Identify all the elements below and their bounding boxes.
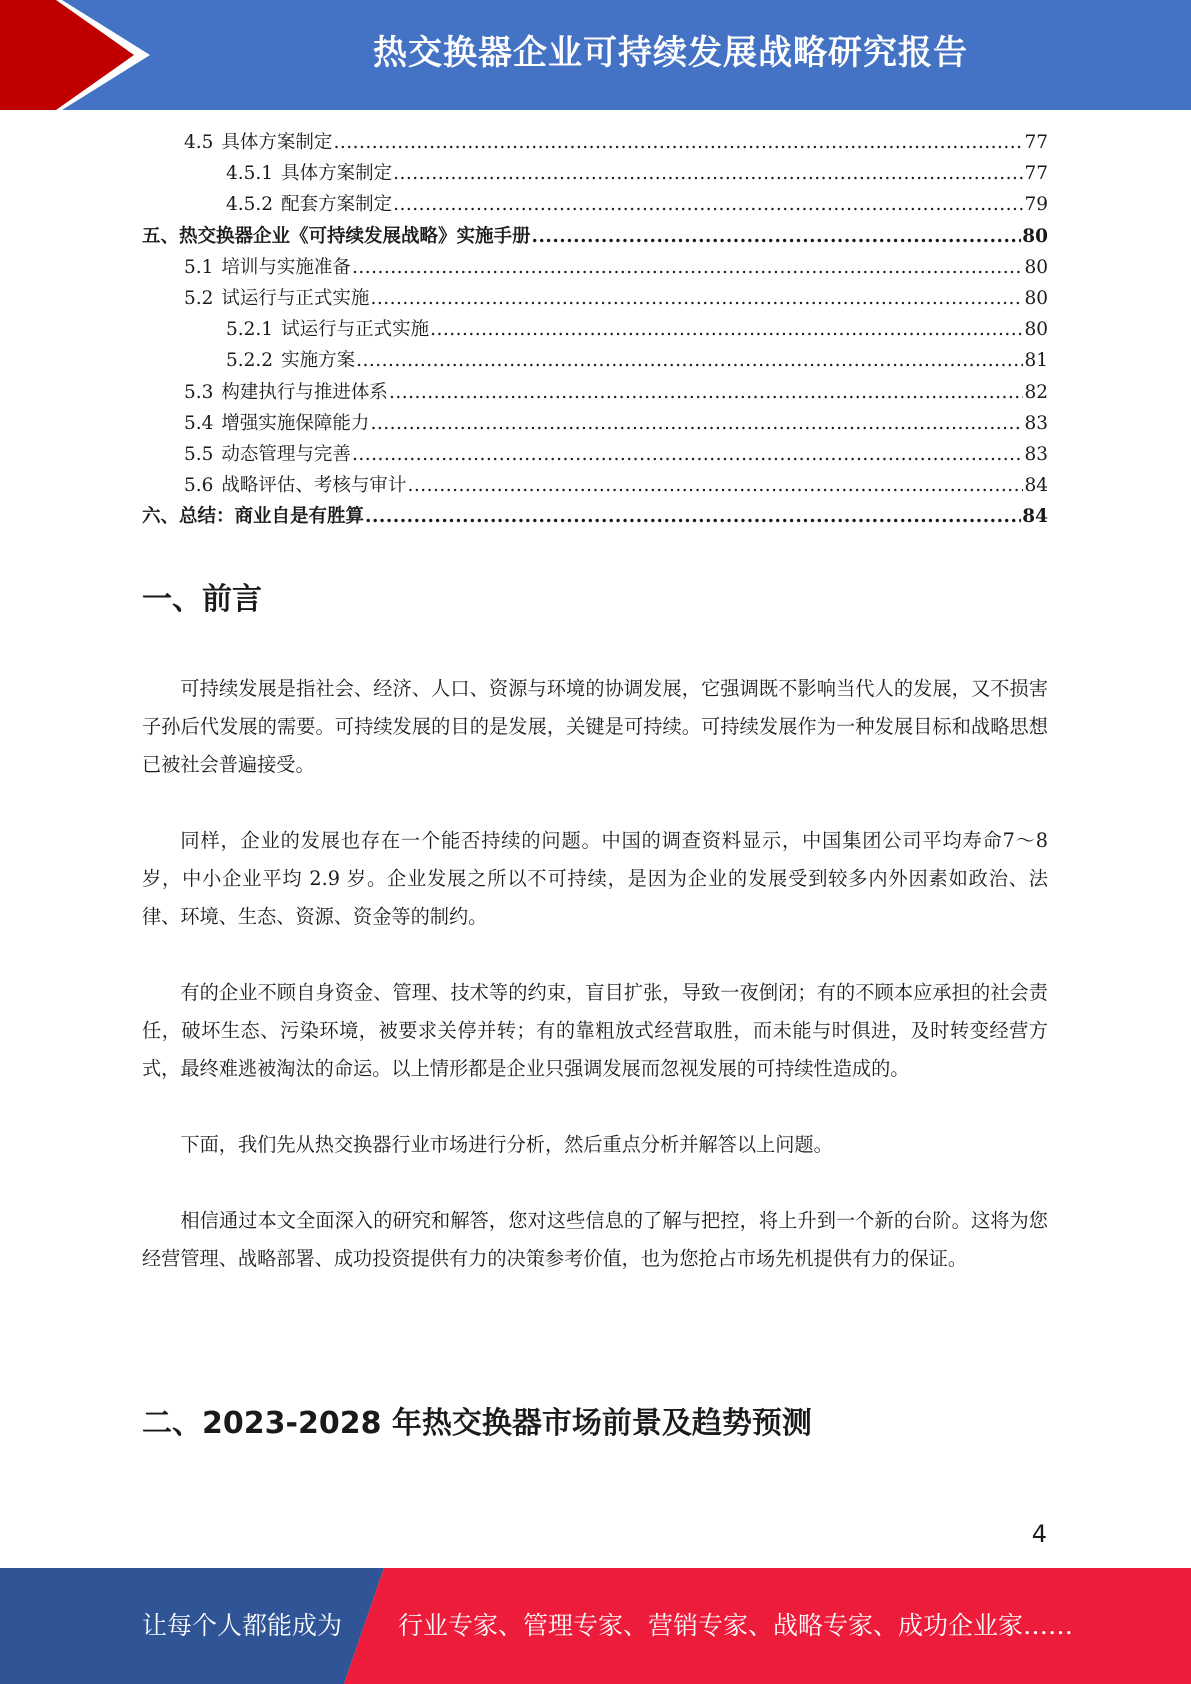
toc-entry-number: 5.3: [184, 381, 214, 403]
toc-entry-label: 动态管理与完善: [221, 443, 351, 465]
toc-entry[interactable]: [142, 409, 1048, 440]
toc-leader-dots: [370, 288, 1023, 309]
toc-entry-number: 4.5.1: [226, 163, 274, 185]
toc-entry-number: 5.2.1: [226, 319, 274, 341]
toc-entry-label: 具体方案制定: [281, 163, 393, 185]
toc-entry[interactable]: [142, 159, 1048, 190]
toc-entry-page: 84: [1024, 475, 1048, 497]
paragraph: 下面，我们先从热交换器行业市场进行分析，然后重点分析并解答以上问题。: [180, 1133, 833, 1156]
toc-leader-dots: [370, 413, 1023, 434]
toc-entry-page: 80: [1024, 287, 1048, 309]
toc-leader-dots: [333, 132, 1023, 153]
section-title-preface: 一、前言: [142, 582, 262, 617]
toc-entry-label: 实施方案: [281, 350, 356, 372]
toc-leader-dots: [356, 350, 1023, 371]
preface-body: [142, 670, 1048, 1316]
toc-entry-label: 具体方案制定: [221, 132, 333, 153]
report-footer: [0, 1568, 1191, 1684]
toc-entry[interactable]: [142, 471, 1048, 502]
toc-entry[interactable]: [142, 190, 1048, 221]
report-title: 热交换器企业可持续发展战略研究报告: [373, 33, 968, 73]
toc-entry-page: 77: [1024, 163, 1048, 185]
toc-leader-dots: [352, 444, 1024, 465]
paragraph: 可持续发展是指社会、经济、人口、资源与环境的协调发展，它强调既不影响当代人的发展，又不损害子孙后代发展的需要。可持续发展的目的是发展，关键是可持续。可持续发展作为一种发展目标和战略思想已被社会普遍接受。: [142, 677, 1048, 776]
toc-entry-page: 80: [1022, 225, 1048, 247]
toc-entry-label: 配套方案制定: [281, 194, 393, 216]
toc-entry[interactable]: [142, 128, 1048, 159]
toc-leader-dots: [532, 226, 1022, 247]
footer-slogan-left: 让每个人都能成为: [142, 1611, 343, 1640]
toc-leader-dots: [365, 506, 1021, 527]
toc-entry-page: 77: [1024, 132, 1048, 153]
toc-leader-dots: [430, 319, 1023, 340]
toc-leader-dots: [393, 163, 1023, 184]
toc-entry-number: 5.1: [184, 256, 214, 278]
toc-entry-page: 79: [1024, 194, 1048, 216]
toc-entry-page: 83: [1024, 412, 1048, 434]
toc-leader-dots: [393, 194, 1023, 215]
toc-entry-number: 5.6: [184, 475, 214, 497]
toc-leader-dots: [352, 257, 1024, 278]
toc-entry[interactable]: [142, 284, 1048, 315]
toc-entry-number: 4.5.2: [226, 194, 274, 216]
toc-entry-number: 5.4: [184, 412, 214, 434]
toc-leader-dots: [389, 382, 1024, 403]
footer-slogan-right: 行业专家、管理专家、营销专家、战略专家、成功企业家……: [398, 1611, 1074, 1640]
toc-entry-label: 培训与实施准备: [221, 256, 351, 278]
toc-entry[interactable]: [142, 315, 1048, 346]
toc-entry[interactable]: [142, 222, 1048, 253]
toc-entry-label: 战略评估、考核与审计: [221, 475, 407, 497]
red-chevron-icon: [0, 0, 150, 110]
toc-entry-label: 六、总结：商业自是有胜算: [142, 506, 365, 528]
toc-entry-label: 构建执行与推进体系: [221, 381, 388, 403]
toc-entry-number: 4.5: [184, 132, 214, 153]
section-title-market: 二、2023-2028 年热交换器市场前景及趋势预测: [142, 1406, 812, 1441]
paragraph: 有的企业不顾自身资金、管理、技术等的约束，盲目扩张，导致一夜倒闭；有的不顾本应承担的社会责任，破坏生态、污染环境，被要求关停并转；有的靠粗放式经营取胜，而未能与时俱进，及时转变经营方式，最终难逃被淘汰的命运。以上情形都是企业只强调发展而忽视发展的可持续性造成的。: [142, 981, 1048, 1080]
toc-entry-label: 五、热交换器企业《可持续发展战略》实施手册: [142, 225, 531, 247]
toc-entry-page: 81: [1024, 350, 1048, 372]
toc-entry-page: 82: [1024, 381, 1048, 403]
toc-entry-label: 增强实施保障能力: [221, 412, 370, 434]
toc-entry-number: 5.2.2: [226, 350, 274, 372]
toc-entry-page: 80: [1024, 319, 1048, 341]
paragraph: 同样，企业的发展也存在一个能否持续的问题。中国的调查资料显示，中国集团公司平均寿命7～8 岁，中小企业平均 2.9 岁。企业发展之所以不可持续，是因为企业的发展受到较多内外因素如政治、法律、环境、生态、资源、资金等的制约。: [142, 829, 1048, 928]
toc-entry[interactable]: [142, 378, 1048, 409]
toc-entry-label: 试运行与正式实施: [281, 319, 430, 341]
table-of-contents: [142, 128, 1048, 533]
toc-entry-number: 5.5: [184, 443, 214, 465]
page-number: 4: [1031, 1520, 1047, 1548]
toc-entry[interactable]: [142, 440, 1048, 471]
toc-entry[interactable]: [142, 253, 1048, 284]
report-header: [0, 0, 1191, 110]
toc-entry-page: 80: [1024, 256, 1048, 278]
toc-entry-number: 5.2: [184, 287, 214, 309]
toc-entry[interactable]: [142, 346, 1048, 377]
toc-entry-page: 84: [1022, 506, 1048, 528]
toc-entry-label: 试运行与正式实施: [221, 287, 370, 309]
toc-leader-dots: [407, 475, 1023, 496]
paragraph: 相信通过本文全面深入的研究和解答，您对这些信息的了解与把控，将上升到一个新的台阶。这将为您经营管理、战略部署、成功投资提供有力的决策参考价值，也为您抢占市场先机提供有力的保证。: [142, 1209, 1048, 1270]
toc-entry[interactable]: [142, 502, 1048, 533]
toc-entry-page: 83: [1024, 443, 1048, 465]
